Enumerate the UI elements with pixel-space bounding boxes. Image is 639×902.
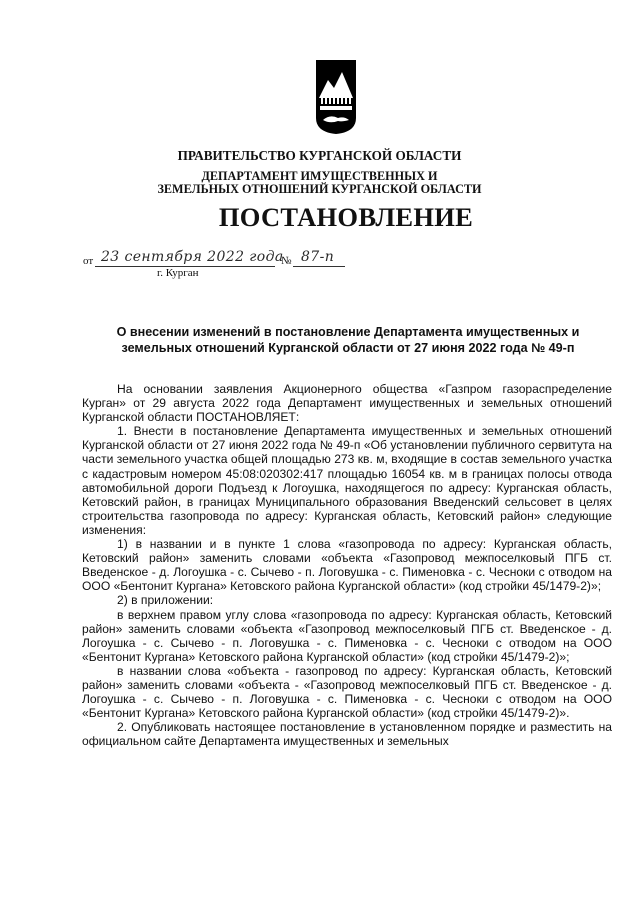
paragraph-item-1: 1. Внести в постановление Департамента имущественных и земельных отношений Курганской области от 27 июня 2022 года № 49-п «Об установлении публичного сервитута на части земельного участка общей площадью 273 кв. м, входящие в состав земельного участка с кадастровым номером 45:08:020302:417 площадью 16054 кв. м в границах полосы отвода автомобильной дороги Подъезд к Логоушка, находящегося по адресу: Курганская область, Кетовский район, в границах Муниципального образования Введенский сельсовет в целях строительства газопровода по адресу: Курганская область, Кетовский район» следующие изменения: bbox=[82, 424, 612, 537]
paragraph-title-change: в названии слова «объекта - газопровод по адресу: Курганская область, Кетовский район» заменить словами «объекта - «Газопровод межпоселковый ПГБ ст. Введенское - д. Логоушка - с. Сычево - п. Логовушка - с. Пименовка - с. Чесноки с отводом на ООО «Бентонит Кургана» Кетовского района Курганской области» (код стройки 45/1479-2)». bbox=[82, 663, 612, 721]
handwritten-date: 23 сентября 2022 года bbox=[101, 249, 284, 265]
paragraph-item-2: 2. Опубликовать настоящее постановление в установленном порядке и разместить на официальном сайте Департамента имущественных и земельных bbox=[82, 720, 612, 749]
document-body bbox=[82, 382, 612, 748]
number-underline bbox=[293, 266, 345, 267]
government-name: ПРАВИТЕЛЬСТВО КУРГАНСКОЙ ОБЛАСТИ bbox=[177, 148, 462, 163]
handwritten-number: 87-п bbox=[301, 249, 335, 265]
department-name-line2: ЗЕМЕЛЬНЫХ ОТНОШЕНИЙ КУРГАНСКОЙ ОБЛАСТИ bbox=[157, 182, 482, 196]
paragraph-preamble: На основании заявления Акционерного общества «Газпром газораспределение Курган» от 29 августа 2022 года Департамент имущественных и земельных отношений Курганской области ПОСТАНОВЛЯЕТ: bbox=[82, 382, 612, 425]
from-label: от bbox=[83, 255, 94, 267]
paragraph-top-right-corner: в верхнем правом углу слова «газопровода по адресу: Курганская область, Кетовский район» заменить словами «объекта «Газопровод межпоселковый ПГБ ст. Введенское - д. Логоушка - с. Сычево - п. Логовушка - с. Пименовка - с. Чесноки с отводом на ООО «Бентонит Кургана» Кетовского района Курганской области» (код стройки 45/1479-2)»; bbox=[82, 607, 612, 664]
paragraph-subitem-1: 1) в названии и в пункте 1 слова «газопровода по адресу: Курганская область, Кетовский район» заменить словами «объекта «Газопровод межпоселковый ПГБ ст. Введенское - д. Логоушка - с. Сычево - п. Логовушка - с. Пименовка - с. Чесноки с отводом на ООО «Бентонит Кургана» Кетовского района Курганской области» (код стройки 45/1479-2)»; bbox=[82, 537, 612, 594]
paragraph-subitem-2: 2) в приложении: bbox=[117, 593, 214, 608]
number-label: № bbox=[281, 255, 292, 267]
document-subject: О внесении изменений в постановление Департамента имущественных и земельных отношений Курганской области от 27 июня 2022 года № 49-п bbox=[116, 325, 580, 355]
document-type-title: ПОСТАНОВЛЕНИЕ bbox=[218, 202, 474, 232]
department-name-line1: ДЕПАРТАМЕНТ ИМУЩЕСТВЕННЫХ И bbox=[201, 169, 438, 183]
department-name bbox=[0, 170, 639, 196]
city-label: г. Курган bbox=[157, 267, 199, 279]
coat-of-arms-emblem bbox=[314, 58, 358, 136]
date-number-line bbox=[83, 249, 353, 269]
